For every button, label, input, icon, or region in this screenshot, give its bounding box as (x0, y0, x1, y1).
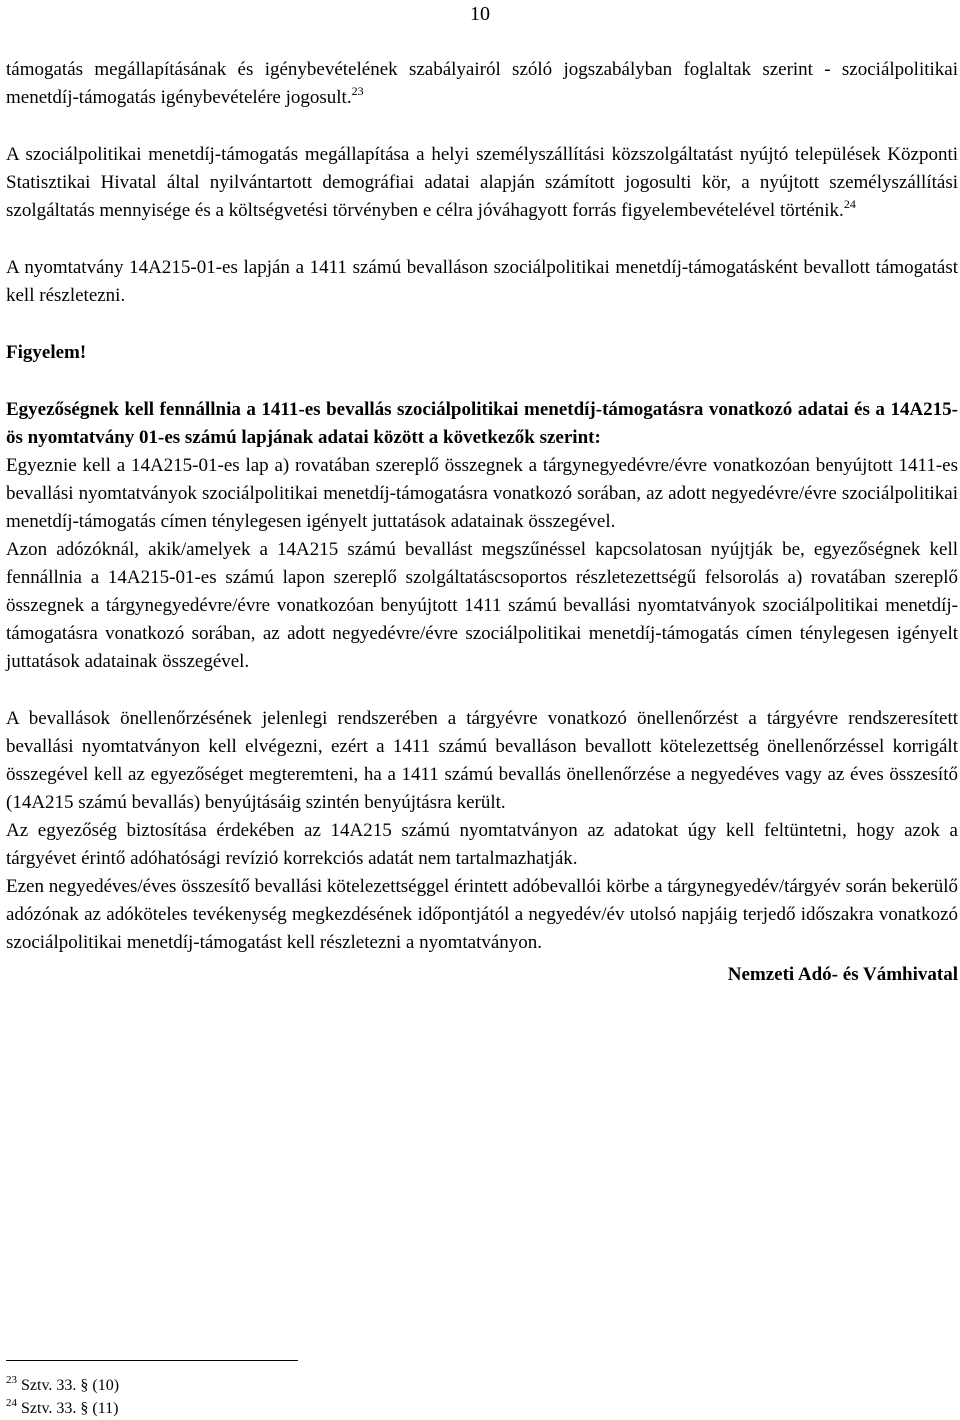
document-body (6, 56, 958, 989)
footnote-text: Sztv. 33. § (11) (21, 1400, 119, 1417)
footnote-number: 24 (6, 1397, 17, 1409)
footnote-23 (6, 1374, 119, 1397)
paragraph-eligibility (6, 56, 958, 112)
footnote-ref-23: 23 (351, 84, 364, 98)
issuer-signature: Nemzeti Adó- és Vámhivatal (727, 964, 958, 985)
attention-heading: Figyelem! (6, 342, 87, 363)
paragraph-matching-amount: Egyeznie kell a 14A215-01-es lap a) rovatában szereplő összegnek a tárgynegyedévre/évre vonatkozóan benyújtott 1411-es bevallási nyomtatványok szociálpolitikai menetdíj-támogatásra vonatkozó sorában, az adott negyedévre/évre szociálpolitikai menetdíj-támogatás címen ténylegesen igényelt juttatások adatainak összegével. (6, 455, 958, 532)
paragraph-determination (6, 141, 958, 225)
paragraph-form-sheet: A nyomtatvány 14A215-01-es lapján a 1411 számú bevalláson szociálpolitikai menetdíj-támogatásként bevallott támogatást kell részletezni. (6, 257, 958, 306)
footnote-ref-24: 24 (843, 197, 856, 211)
footnote-separator (6, 1360, 298, 1361)
paragraph-new-taxpayers: Ezen negyedéves/éves összesítő bevallási kötelezettséggel érintett adóbevallói körbe a tárgynegyedév/tárgyév során bekerülő adózónak az adóköteles tevékenység megkezdésének időpontjától a negyedév/év utolsó napjáig terjedő időszakra vonatkozó szociálpolitikai menetdíj-támogatást kell részletezni a nyomtatványon. (6, 876, 958, 953)
paragraph-self-revision: A bevallások önellenőrzésének jelenlegi rendszerében a tárgyévre vonatkozó önellenőrzést a tárgyévre rendszeresített bevallási nyomtatványon kell elvégezni, ezért a 1411 számú bevalláson bevallott kötelezettség önellenőrzéssel korrigált összegével kell az egyezőséget megteremteni, ha a 1411 számú bevallás önellenőrzése a negyedéves vagy az éves összesítő (14A215 számú bevallás) benyújtásáig szintén benyújtásra került. (6, 708, 958, 813)
paragraph-termination-case: Azon adózóknál, akik/amelyek a 14A215 számú bevallást megszűnéssel kapcsolatosan nyújtják be, egyezőségnek kell fennállnia a 14A215-01-es számú lapon szereplő szolgáltatáscsoportos részletezettségű felsorolás a) rovatában szereplő összegnek a tárgynegyedévre/évre vonatkozóan benyújtott 1411 számú bevallási nyomtatványok szociálpolitikai menetdíj-támogatásra vonatkozó sorában, az adott negyedévre/évre szociálpolitikai menetdíj-támogatás címen ténylegesen igényelt juttatások adatainak összegével. (6, 539, 958, 672)
footnotes (6, 1374, 119, 1420)
paragraph-audit-correction: Az egyezőség biztosítása érdekében az 14A215 számú nyomtatványon az adatokat úgy kell feltüntetni, hogy azok a tárgyévet érintő adóhatósági revízió korrekciós adatát nem tartalmazhatják. (6, 820, 958, 869)
paragraph-eligibility-text: támogatás megállapításának és igénybevételének szabályairól szóló jogszabályban foglaltak szerint - szociálpolitikai menetdíj-támogatás igénybevételére jogosult. (6, 59, 958, 108)
paragraph-consistency-requirement: Egyezőségnek kell fennállnia a 1411-es bevallás szociálpolitikai menetdíj-támogatásra vonatkozó adatai és a 14A215-ös nyomtatvány 01-es számú lapjának adatai között a következők szerint: (6, 399, 958, 448)
footnote-text: Sztv. 33. § (10) (21, 1377, 120, 1394)
paragraph-determination-text: A szociálpolitikai menetdíj-támogatás megállapítása a helyi személyszállítási közszolgáltatást nyújtó települések Központi Statisztikai Hivatal által nyilvántartott demográfiai adatai alapján számított jogosulti kör, a nyújtott személyszállítási szolgáltatás mennyisége és a költségvetési törvényben e célra jóváhagyott forrás figyelembevételével történik. (6, 144, 958, 221)
footnote-number: 23 (6, 1374, 17, 1386)
footnote-24 (6, 1397, 119, 1420)
page-number: 10 (470, 3, 490, 25)
